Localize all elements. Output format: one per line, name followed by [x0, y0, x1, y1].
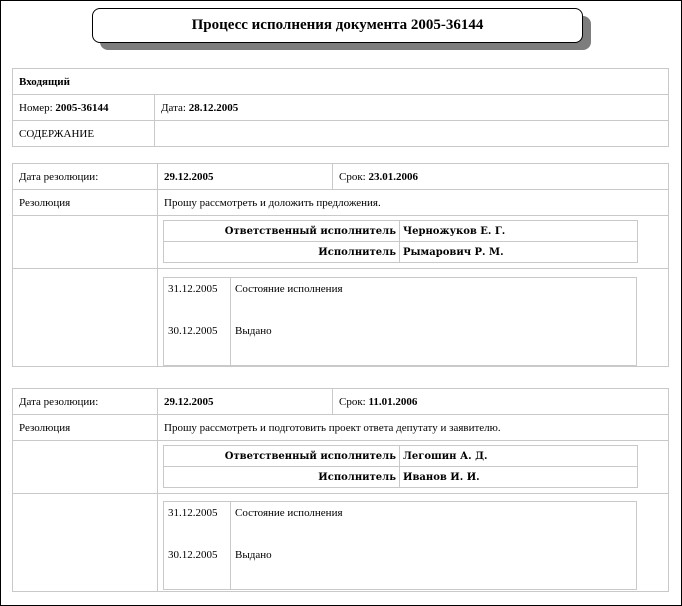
- executor-name: Легошин А. Д.: [400, 446, 638, 467]
- history-spacer: [13, 269, 158, 367]
- history-box: [163, 277, 637, 366]
- executor-name: Рымарович Р. М.: [400, 242, 638, 263]
- number-label: Номер:: [19, 101, 53, 114]
- history-status: Выдано: [235, 325, 272, 337]
- executor-name: Черножуков Е. Г.: [400, 221, 638, 242]
- executors-table: [163, 220, 638, 263]
- executor-row: [164, 467, 638, 488]
- history-divider: [636, 298, 637, 318]
- history-divider: [636, 345, 637, 365]
- history-box: [163, 501, 637, 590]
- history-status: Состояние исполнения: [235, 283, 343, 295]
- resolution-deadline-cell: [333, 164, 669, 190]
- executor-role: Ответственный исполнитель: [164, 221, 400, 242]
- history-date: 30.12.2005: [168, 325, 218, 337]
- history-spacer: [13, 494, 158, 592]
- history-status: Выдано: [235, 549, 272, 561]
- content-value: [155, 121, 669, 147]
- executor-row: [164, 242, 638, 263]
- executor-row: [164, 446, 638, 467]
- executor-name: Иванов И. И.: [400, 467, 638, 488]
- history-date: 30.12.2005: [168, 549, 218, 561]
- executors-spacer: [13, 216, 158, 269]
- executor-role: Исполнитель: [164, 467, 400, 488]
- document-date-cell: [155, 95, 669, 121]
- date-label: Дата:: [161, 101, 186, 114]
- document-info-table: [12, 68, 669, 147]
- document-type: Входящий: [13, 69, 669, 95]
- history-divider: [636, 522, 637, 542]
- resolution-label: Резолюция: [13, 190, 158, 216]
- deadline-label: Срок:: [339, 170, 366, 183]
- resolution-date: 29.12.2005: [158, 389, 333, 415]
- deadline-label: Срок:: [339, 395, 366, 408]
- resolution-date-label: Дата резолюции:: [13, 164, 158, 190]
- history-date: 31.12.2005: [168, 507, 218, 519]
- resolution-deadline-cell: [333, 389, 669, 415]
- executor-role: Исполнитель: [164, 242, 400, 263]
- history-divider: [636, 322, 637, 342]
- resolution-label: Резолюция: [13, 415, 158, 441]
- executors-table: [163, 445, 638, 488]
- history-status: Состояние исполнения: [235, 507, 343, 519]
- document-number-cell: [13, 95, 155, 121]
- resolution-deadline: 11.01.2006: [368, 395, 418, 408]
- executor-role: Ответственный исполнитель: [164, 446, 400, 467]
- page-title: Процесс исполнения документа 2005-36144: [92, 8, 583, 43]
- resolution-text: Прошу рассмотреть и доложить предложения.: [158, 190, 669, 216]
- content-label: СОДЕРЖАНИЕ: [13, 121, 155, 147]
- document-date: 28.12.2005: [188, 101, 239, 114]
- executors-spacer: [13, 441, 158, 494]
- resolution-date: 29.12.2005: [158, 164, 333, 190]
- history-date: 31.12.2005: [168, 283, 218, 295]
- history-divider: [636, 546, 637, 566]
- document-number: 2005-36144: [55, 101, 109, 114]
- resolution-deadline: 23.01.2006: [368, 170, 418, 183]
- history-divider: [636, 569, 637, 589]
- executor-row: [164, 221, 638, 242]
- resolution-date-label: Дата резолюции:: [13, 389, 158, 415]
- resolution-text: Прошу рассмотреть и подготовить проект ответа депутату и заявителю.: [158, 415, 669, 441]
